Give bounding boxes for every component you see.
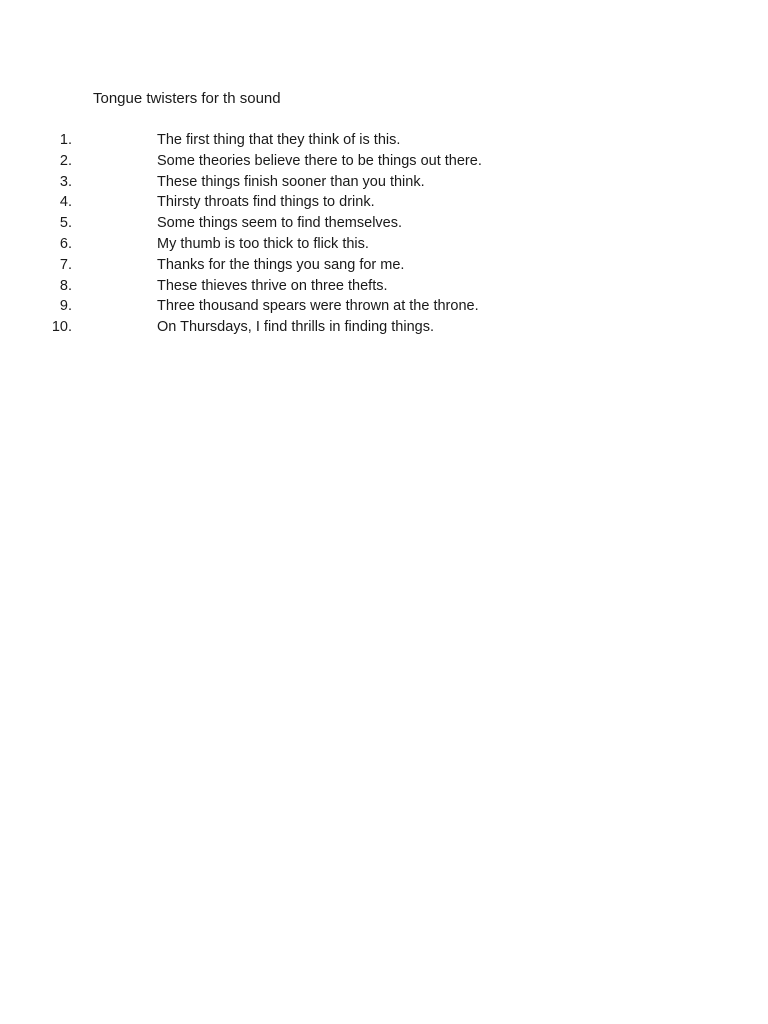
document-title: Tongue twisters for th sound <box>93 90 281 107</box>
list-item <box>0 276 700 297</box>
list-item <box>0 192 700 213</box>
list-item-number: 9. <box>59 298 72 315</box>
list-item-text: The first thing that they think of is this. <box>157 132 401 148</box>
list-item-number: 3. <box>59 173 72 190</box>
list-item <box>0 255 700 276</box>
list-item <box>0 296 700 317</box>
list-item <box>0 234 700 255</box>
list-item-number: 2. <box>59 152 72 169</box>
list-item-number: 10. <box>51 319 72 336</box>
list-item <box>0 317 700 338</box>
list-item-text: These thieves thrive on three thefts. <box>157 277 388 294</box>
list-item-number: 6. <box>59 235 72 252</box>
list-item-text: Thanks for the things you sang for me. <box>157 256 405 273</box>
list-item-number: 8. <box>59 277 72 294</box>
list-item-text: Some things seem to find themselves. <box>157 215 403 232</box>
tongue-twister-list <box>0 130 700 338</box>
list-item-number: 7. <box>59 256 72 273</box>
list-item <box>0 130 700 151</box>
list-item <box>0 172 700 193</box>
list-item <box>0 151 700 172</box>
list-item-text: These things finish sooner than you think. <box>157 173 425 190</box>
list-item-text: Some theories believe there to be things out there. <box>157 152 482 169</box>
list-item-text: On Thursdays, I find thrills in finding things. <box>157 319 434 336</box>
list-item-text: My thumb is too thick to flick this. <box>157 235 369 252</box>
list-item-text: Thirsty throats find things to drink. <box>157 194 375 211</box>
list-item-number: 5. <box>59 215 72 232</box>
list-item <box>0 213 700 234</box>
list-item-number: 1. <box>59 132 72 148</box>
list-item-text: Three thousand spears were thrown at the throne. <box>157 298 479 315</box>
list-item-number: 4. <box>59 194 72 211</box>
